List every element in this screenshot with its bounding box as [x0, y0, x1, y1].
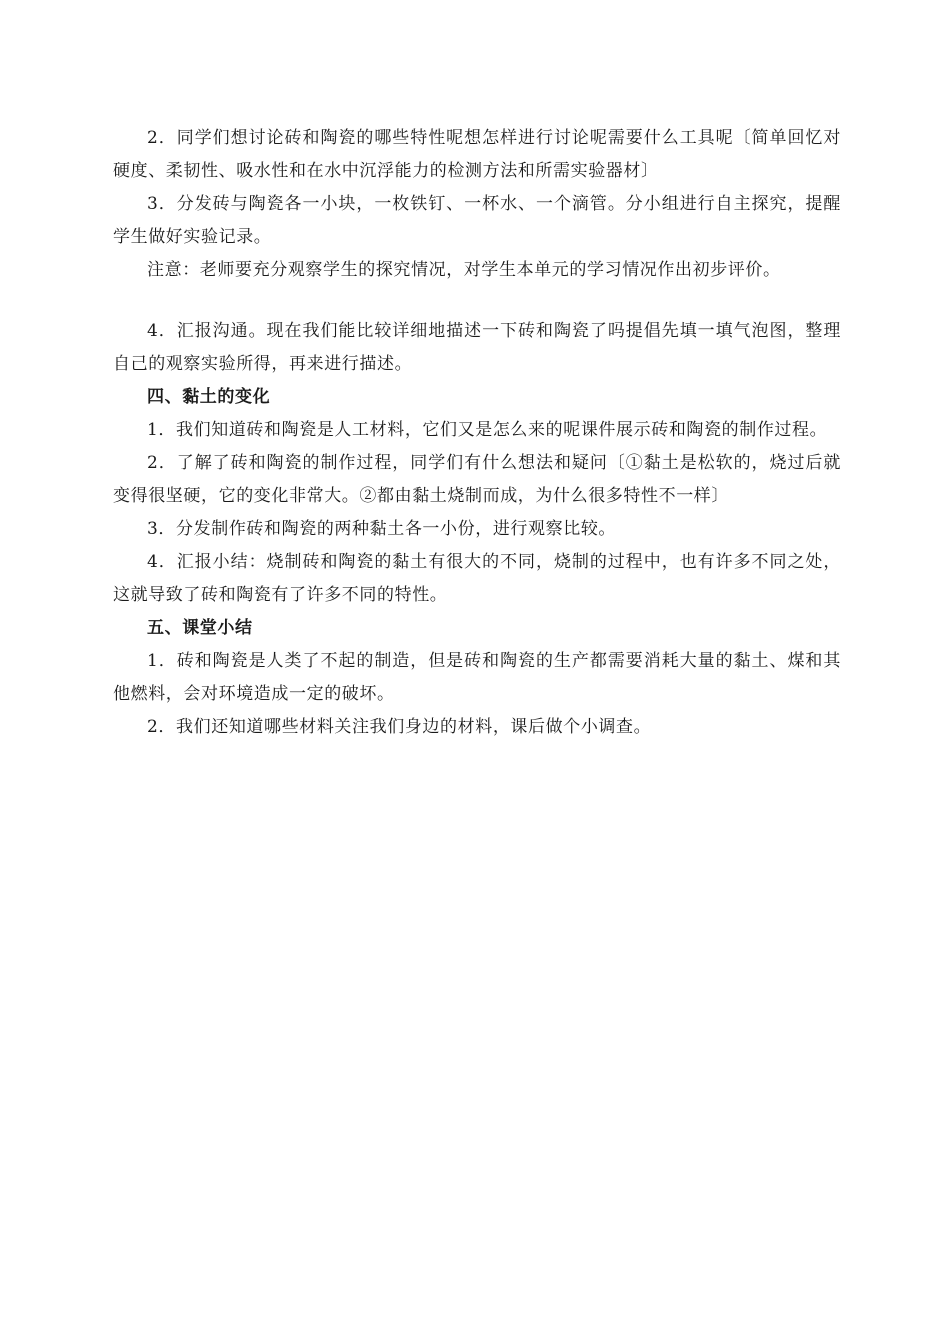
paragraph-distribute-materials: 3．分发砖与陶瓷各一小块，一枚铁钉、一杯水、一个滴管。分小组进行自主探究，提醒学生做好实验记录。 [113, 194, 841, 247]
paragraph-summary-1: 1．砖和陶瓷是人类了不起的制造，但是砖和陶瓷的生产都需要消耗大量的黏土、煤和其他燃料，会对环境造成一定的破坏。 [113, 651, 841, 704]
paragraph-report: 4．汇报沟通。现在我们能比较详细地描述一下砖和陶瓷了吗提倡先填一填气泡图，整理自己的观察实验所得，再来进行描述。 [113, 321, 841, 374]
document-page [113, 122, 841, 744]
paragraph-summary-2: 2．我们还知道哪些材料关注我们身边的材料，课后做个小调查。 [147, 717, 652, 737]
section-heading-summary: 五、课堂小结 [147, 618, 253, 638]
paragraph-clay-3: 3．分发制作砖和陶瓷的两种黏土各一小份，进行观察比较。 [147, 519, 617, 539]
paragraph-clay-4: 4．汇报小结：烧制砖和陶瓷的黏土有很大的不同，烧制的过程中，也有许多不同之处，这就导致了砖和陶瓷有了许多不同的特性。 [113, 552, 841, 605]
paragraph-gap [113, 287, 841, 315]
section-heading-clay: 四、黏土的变化 [147, 387, 271, 407]
paragraph-discuss-properties: 2．同学们想讨论砖和陶瓷的哪些特性呢想怎样进行讨论呢需要什么工具呢〔简单回忆对硬度、柔韧性、吸水性和在水中沉浮能力的检测方法和所需实验器材〕 [113, 128, 841, 181]
paragraph-teacher-note: 注意：老师要充分观察学生的探究情况，对学生本单元的学习情况作出初步评价。 [147, 260, 781, 280]
paragraph-clay-2: 2．了解了砖和陶瓷的制作过程，同学们有什么想法和疑问〔①黏土是松软的，烧过后就变得很坚硬，它的变化非常大。②都由黏土烧制而成，为什么很多特性不一样〕 [113, 453, 841, 506]
paragraph-clay-1: 1．我们知道砖和陶瓷是人工材料，它们又是怎么来的呢课件展示砖和陶瓷的制作过程。 [147, 420, 828, 440]
